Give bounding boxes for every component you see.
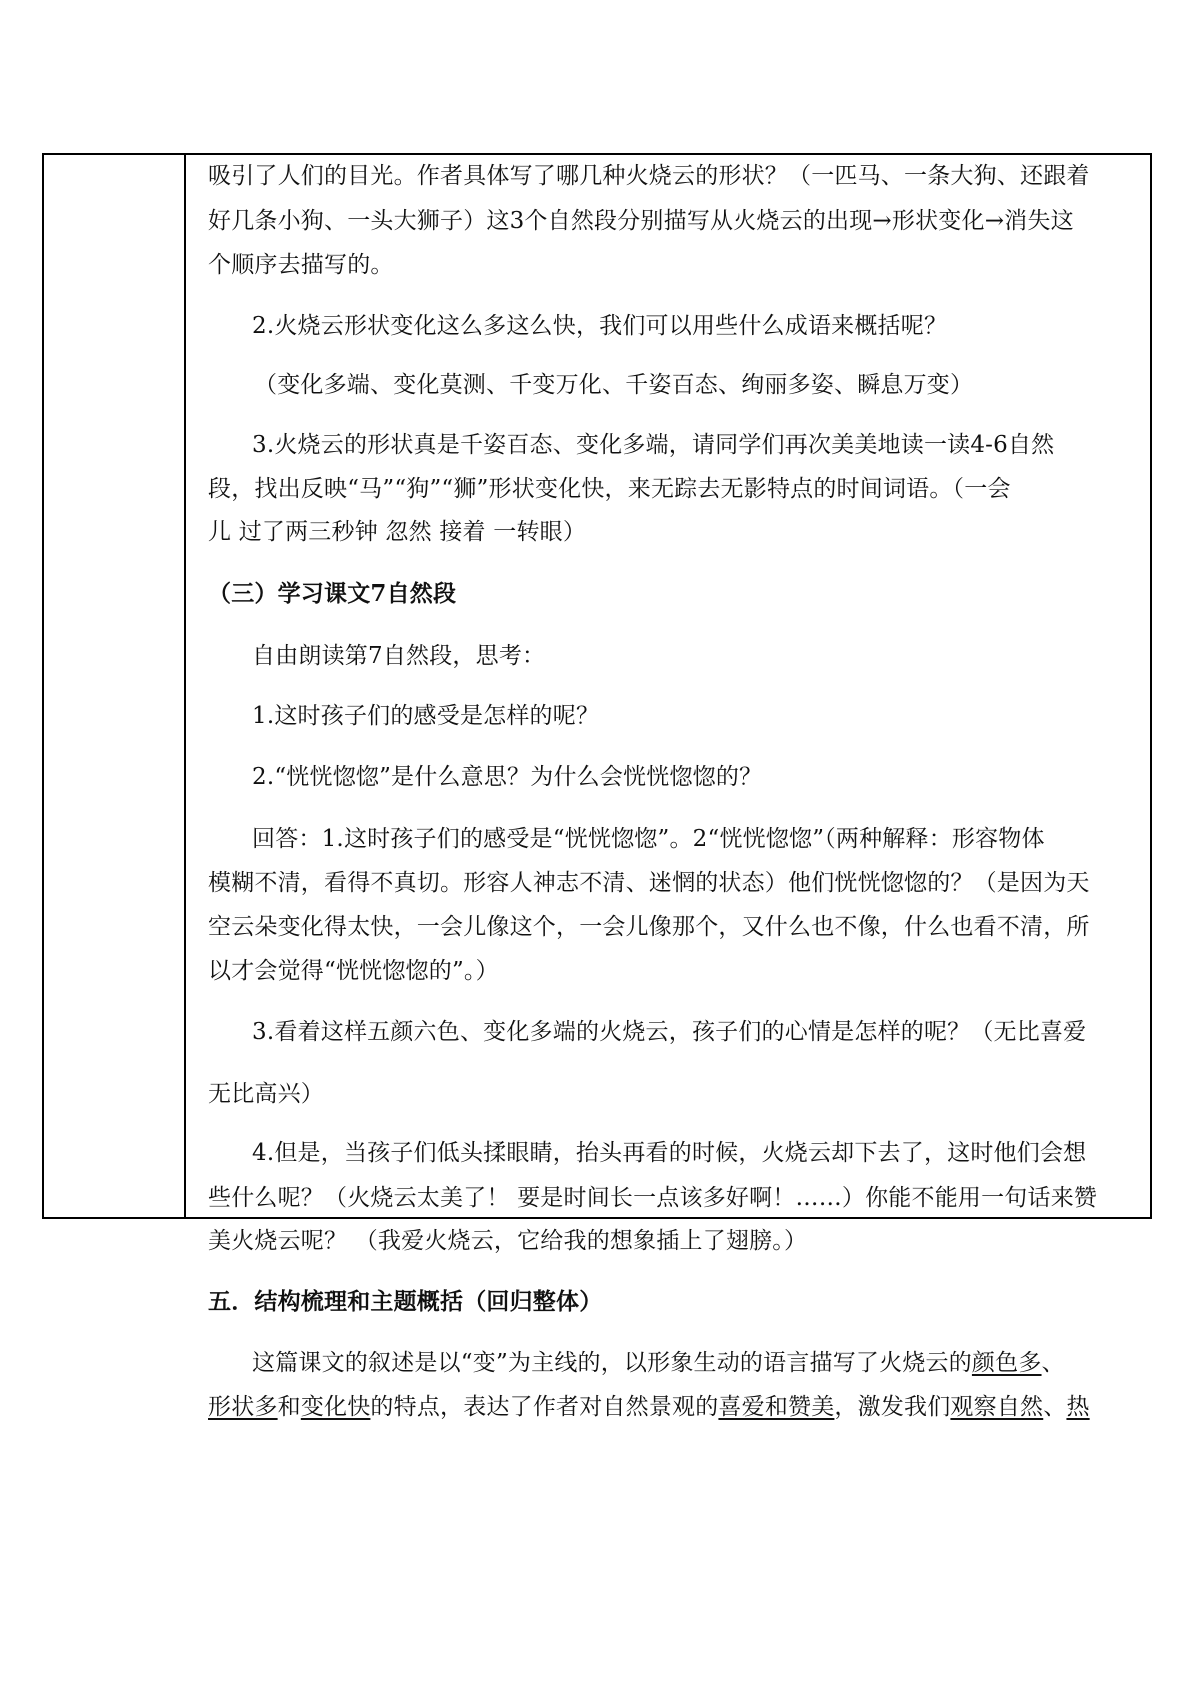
summary-line: [252, 1348, 1065, 1378]
section-3-question-3: 3.看着这样五颜六色、变化多端的火烧云，孩子们的心情是怎样的呢？（无比喜爱: [252, 1019, 1087, 1045]
summary-keyword: 喜爱和赞美: [718, 1394, 835, 1420]
summary-text: 和: [277, 1394, 301, 1420]
summary-keyword: 观察自然: [950, 1394, 1044, 1420]
answer-line: 回答：1.这时孩子们的感受是“恍恍惚惚”。2“恍恍惚惚”（两种解释：形容物体: [252, 826, 1045, 852]
read-instruction: 自由朗读第7自然段，思考：: [252, 643, 546, 669]
question-3-line: 3.火烧云的形状真是千姿百态、变化多端，请同学们再次美美地读一读4-6自然: [252, 432, 1055, 458]
answer-2: （变化多端、变化莫测、千变万化、千姿百态、绚丽多姿、瞬息万变）: [254, 372, 974, 398]
question-3-line: 儿 过了两三秒钟 忽然 接着 一转眼）: [208, 519, 587, 545]
answer-line: 空云朵变化得太快，一会儿像这个，一会儿像那个，又什么也不像，什么也看不清，所: [208, 914, 1090, 940]
answer-line: 模糊不清，看得不真切。形容人神志不清、迷惘的状态）他们恍恍惚惚的？（是因为天: [208, 870, 1090, 896]
summary-line: [208, 1392, 1090, 1422]
section-3-question-4: 4.但是，当孩子们低头揉眼睛，抬头再看的时候，火烧云却下去了，这时他们会想: [252, 1140, 1087, 1166]
question-3-line: 段，找出反映“马”“狗”“狮”形状变化快，来无踪去无影特点的时间词语。（一会: [208, 476, 1011, 502]
column-divider: [184, 155, 186, 1217]
summary-keyword: 热: [1066, 1394, 1090, 1420]
summary-text: 、: [1043, 1394, 1067, 1420]
section-3-question-1: 1.这时孩子们的感受是怎样的呢？: [252, 703, 600, 729]
summary-text: 的特点，表达了作者对自然景观的: [370, 1394, 719, 1420]
section-3-question-3: 无比高兴）: [208, 1081, 324, 1107]
question-2: 2.火烧云形状变化这么多这么快，我们可以用些什么成语来概括呢？: [252, 313, 948, 339]
summary-keyword: 形状多: [208, 1394, 278, 1420]
summary-keyword: 变化快: [300, 1394, 371, 1420]
lesson-table: [42, 153, 1152, 1420]
section-3-question-4: 些什么呢？（火烧云太美了！ 要是时间长一点该多好啊！……）你能不能用一句话来赞: [208, 1185, 1098, 1211]
summary-text: 、: [1041, 1350, 1065, 1376]
summary-keyword: 颜色多: [971, 1350, 1042, 1376]
paragraph-line: 个顺序去描写的。: [208, 252, 394, 278]
section-heading: （三）学习课文7自然段: [208, 580, 457, 607]
paragraph-line: 好几条小狗、一头大狮子）这3个自然段分别描写从火烧云的出现→形状变化→消失这: [208, 208, 1074, 234]
answer-line: 以才会觉得“恍恍惚惚的”。）: [208, 958, 499, 984]
section-3-question-4: 美火烧云呢？ （我爱火烧云，它给我的想象插上了翅膀。）: [208, 1228, 808, 1254]
section-heading: 五．结构梳理和主题概括（回归整体）: [208, 1288, 603, 1315]
summary-text: 这篇课文的叙述是以“变”为主线的，以形象生动的语言描写了火烧云的: [252, 1350, 972, 1376]
section-3-question-2: 2.“恍恍惚惚”是什么意思？为什么会恍恍惚惚的？: [252, 764, 763, 790]
paragraph-line: 吸引了人们的目光。作者具体写了哪几种火烧云的形状？（一匹马、一条大狗、还跟着: [208, 163, 1090, 189]
summary-text: ，激发我们: [834, 1394, 951, 1420]
